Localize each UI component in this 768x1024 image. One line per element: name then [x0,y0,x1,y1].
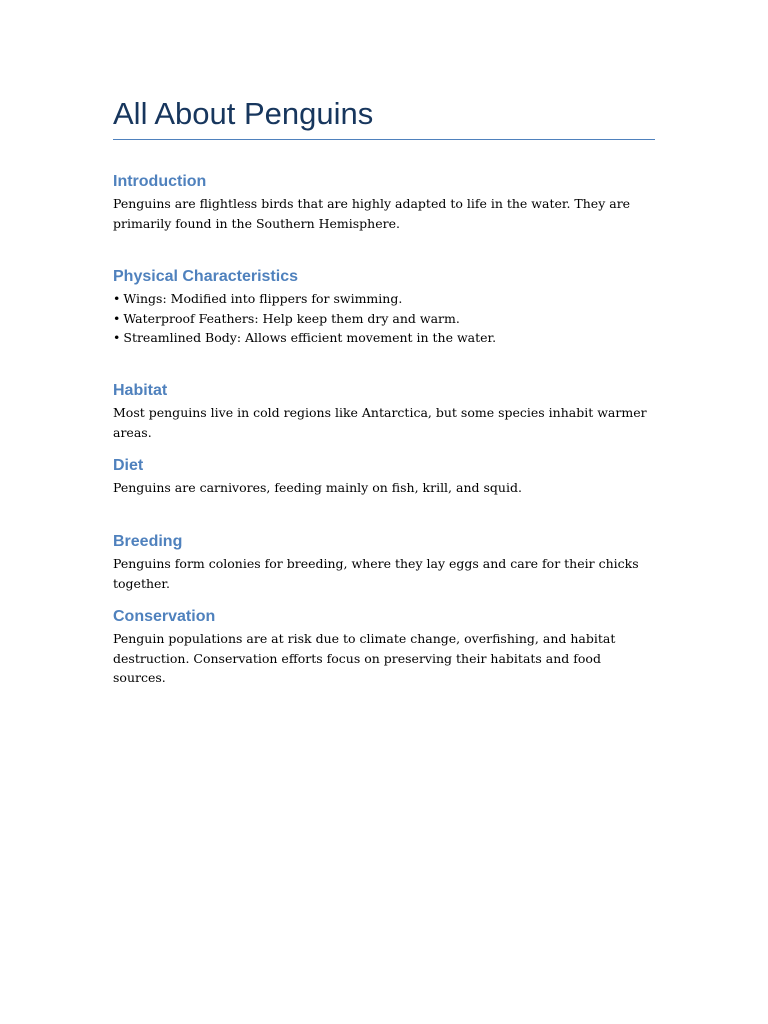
section-heading-physical-characteristics: Physical Characteristics [113,268,298,285]
list-item [113,328,655,348]
section-introduction [113,171,655,233]
list-item-text: Waterproof Feathers: Help keep them dry and warm. [123,310,460,326]
section-paragraph-introduction: Penguins are flightless birds that are highly adapted to life in the water. They are primarily found in the Southern Hemisphere. [113,196,631,231]
bullet-icon: • [113,291,121,306]
characteristics-list [113,289,655,348]
list-item [113,289,655,309]
list-item-text: Streamlined Body: Allows efficient movement in the water. [123,330,497,345]
section-paragraph-habitat: Most penguins live in cold regions like Antarctica, but some species inhabit warmer areas. [113,405,647,440]
section-habitat [113,380,655,442]
section-heading-diet: Diet [113,457,144,474]
section-physical-characteristics [113,266,655,348]
section-diet [113,455,655,498]
section-heading-habitat: Habitat [113,382,168,399]
bullet-icon: • [113,330,121,345]
document-title: All About Penguins [113,96,374,131]
section-paragraph-diet: Penguins are carnivores, feeding mainly on fish, krill, and squid. [113,480,522,495]
section-paragraph-breeding: Penguins form colonies for breeding, where they lay eggs and care for their chicks together. [113,556,639,591]
bullet-icon: • [113,310,121,326]
section-paragraph-conservation: Penguin populations are at risk due to climate change, overfishing, and habitat destruction. Conservation efforts focus on preserving their habitats and food sources. [113,631,616,685]
list-item-text: Wings: Modified into flippers for swimming. [123,291,403,306]
section-heading-introduction: Introduction [113,173,207,190]
section-conservation [113,606,655,688]
section-heading-breeding: Breeding [113,533,183,550]
title-divider [113,139,655,140]
section-heading-conservation: Conservation [113,608,216,625]
section-breeding [113,531,655,593]
list-item [113,309,655,329]
